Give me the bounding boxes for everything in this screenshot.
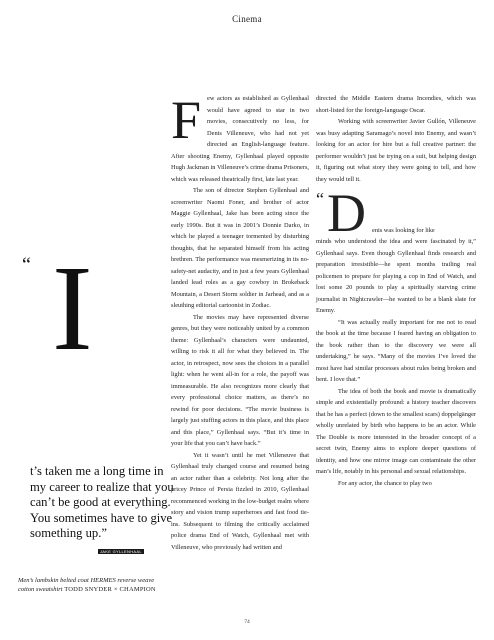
dropcap-f: F	[171, 90, 202, 150]
article-paragraph: The son of director Stephen Gyllenhaal and screenwriter Naomi Foner, and brother of actor Maggie Gyllenhaal, Jake has been acting since the early 1990s. But it was in 2001’s Donnie Darko, in which he played a teenager tormented by disturbing thoughts, that he separated himself from his acting brethren. The performance was mesmerizing in its no-safety-net audacity, and in just a few years Gyllenhaal landed lead roles as a gay cowboy in Brokeback Mountain, a Desert Storm soldier in Jarhead, and as a sleuthing editorial cartoonist in Zodiac.	[171, 187, 309, 309]
article-paragraph: Working with screenwriter Javier Gullón, Villeneuve was busy adapting Saramago’s novel into Enemy, and wasn’t looking for an actor for hire but a full creative partner: the performer wouldn’t just be trying on a suit, but helping design it, figuring out what story they were going to tell, and how they would tell it.	[316, 118, 476, 183]
credit-caps: TODD SNYDER × CHAMPION	[64, 585, 156, 593]
article-paragraph: For any actor, the chance to play two	[338, 479, 432, 487]
page-number: 74	[244, 619, 250, 625]
pull-quote-dropcap: I	[52, 241, 93, 376]
pull-quote-text: t’s taken me a long time in my career to realize that you can’t be good at everything. You sometimes have to give something up.”	[30, 464, 174, 541]
quote-open-mark: “	[22, 254, 31, 276]
pull-quote-attribution: JAKE GYLLENHAAL	[100, 549, 142, 554]
article-paragraph: ew actors as established as Gyllenhaal would have agreed to star in two movies, consecutively no less, for Denis Villeneuve, who had not yet directed an English-language feature. After shooting Enemy, Gyllenhaal played opposite Hugh Jackman in Villeneuve’s crime drama Prisoners, which was released theatrically first, late last year.	[171, 95, 309, 183]
dropcap-first-line: enis was looking for like	[372, 226, 435, 234]
dropcap-d-block	[316, 183, 476, 243]
photo-credit	[18, 577, 158, 594]
credit-text: Men’s lambskin belted coat HERMES reverse weave cotton sweatshirt	[18, 577, 155, 593]
article-paragraph: The idea of both the book and movie is dramatically simple and existentially profound: a history teacher discovers that he has a perfect (down to the smallest scars) doppelgänger wholly unrelated by birth who happens to be an actor. While The Double is more interested in the broader concept of a secret twin, Enemy aims to explore deeper questions of identity, and how one mirror image can contaminate the other man’s life, notably in his personal and sexual relationships.	[316, 387, 476, 475]
quote-open-mark: “	[316, 189, 324, 209]
article-paragraph: The movies may have represented diverse genres, but they were noticeably united by a common theme: Gyllenhaal’s characters were undaunted, willing to risk it all for what they believed in. The actor, in retrospect, now sees the choices in a parallel light: when he went all-in for a role, the payoff was immeasurable. He also recognizes more clearly that every professional choice matters, as there’s no rewind for poor decisions. “The movie business is largely just stuffing actors in this place, and this place and this place,” Gyllenhaal says. “But it’s time in your life that you can’t have back.”	[171, 313, 309, 447]
article-paragraph: “It was actually really important for me not to read the book at the time because I feared having an obligation to the book rather than to the discovery we were all undertaking,” he says. “Many of the movies I’ve loved the most have had similar processes about rules being broken and bent. I love that.”	[316, 318, 476, 383]
section-label: Cinema	[232, 14, 262, 24]
article-paragraph: Yet it wasn’t until he met Villeneuve that Gyllenhaal truly changed course and resumed being an actor rather than a celebrity. Not long after the pricey Prince of Persia fizzled in 2010, Gyllenhaal recommenced working in the low-budget realm where story and vision trump superheroes and fast food tie-ins. Subsequent to filming the critically acclaimed police drama End of Watch, Gyllenhaal met with Villeneuve, who previously had written and	[171, 451, 309, 551]
article-paragraph: directed the Middle Eastern drama Incendies, which was short-listed for the foreign-language Oscar.	[316, 95, 476, 114]
article-column-middle	[171, 90, 309, 553]
article-paragraph: minds who understood the idea and were fascinated by it,” Gyllenhaal says. Even though Gyllenhaal finds research and preparation irresistible—he spent months trailing real policemen to prepare for playing a cop in End of Watch, and lost some 20 pounds to play a spiritually starving crime journalist in Nightcrawler—he wanted to be a blank slate for Enemy.	[316, 238, 476, 314]
article-column-right	[316, 93, 476, 489]
dropcap-d: D	[327, 183, 366, 243]
